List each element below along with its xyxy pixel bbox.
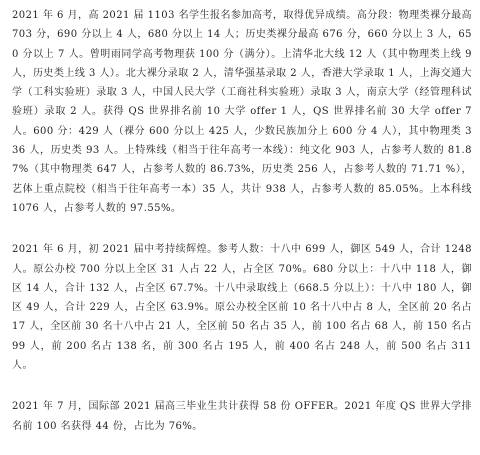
paragraph-zhongkao-results: 2021 年 6 月，初 2021 届中考持续辉煌。参考人数：十八中 699 人，御区 549 人，合计 1248 人。原公办校 700 分以上全区 31 人占 22 人，占全区 70%。680 分以上：十八中 118 人，御区 14 人，合计 132 人，占全区 67.7%。十八中录取线上（668.5 分以上）：十八中 180 人，御区 49 人，合计 229 人，占全区 63.9%。原公办校全区前 10 名十八中占 8 人，全区前 20 名占 17 人，全区前 30 名十八中占 21 人，全区前 50 名占 35 人，前 100 名占 68 人，前 150 名占 99 人，前 200 名占 138 名，前 300 名占 195 人，前 400 名占 248 人，前 500 名占 311 人。 [12, 244, 472, 372]
paragraph-gaokao-results: 2021 年 6 月，高 2021 届 1103 名学生报名参加高考，取得优异成绩。高分段：物理类裸分最高 703 分，690 分以上 4 人，680 分以上 14 人；历史类裸分最高 676 分，660 分以上 3 人，650 分以上 7 人。曾明雨同学高考物理获 100 分（满分）。上清华北大线 12 人（其中物理类上线 9 人，历史类上线 3 人）。北大裸分录取 2 人，清华强基录取 2 人，香港大学录取 1 人，上海交通大学（工科实验班）录取 3 人，中国人民大学（工商社科实验班）录取 3 人，南京大学（经管理科试验班）录取 2 人。获得 QS 世界排名前 10 大学 offer 1 人，QS 世界排名前 30 大学 offer 7 人。600 分：429 人（裸分 600 分以上 425 人，少数民族加分上 600 分 4 人），其中物理类 336 人，历史类 93 人。上特殊线（相当于往年高考一本线）：纯文化 903 人，占参考人数的 81.87%（其中物理类 647 人，占参考人数的 86.73%，历史类 256 人，占参考人数的 71.71 %），艺体上重点院校（相当于往年高考一本）35 人，共计 938 人，占参考人数的 85.05%。上本科线 1076 人，占参考人数的 97.55%。 [12, 10, 472, 214]
paragraph-international-offers: 2021 年 7 月，国际部 2021 届高三毕业生共计获得 58 份 OFFER。2021 年度 QS 世界大学排名前 100 名获得 44 份，占比为 76%。 [12, 401, 472, 432]
